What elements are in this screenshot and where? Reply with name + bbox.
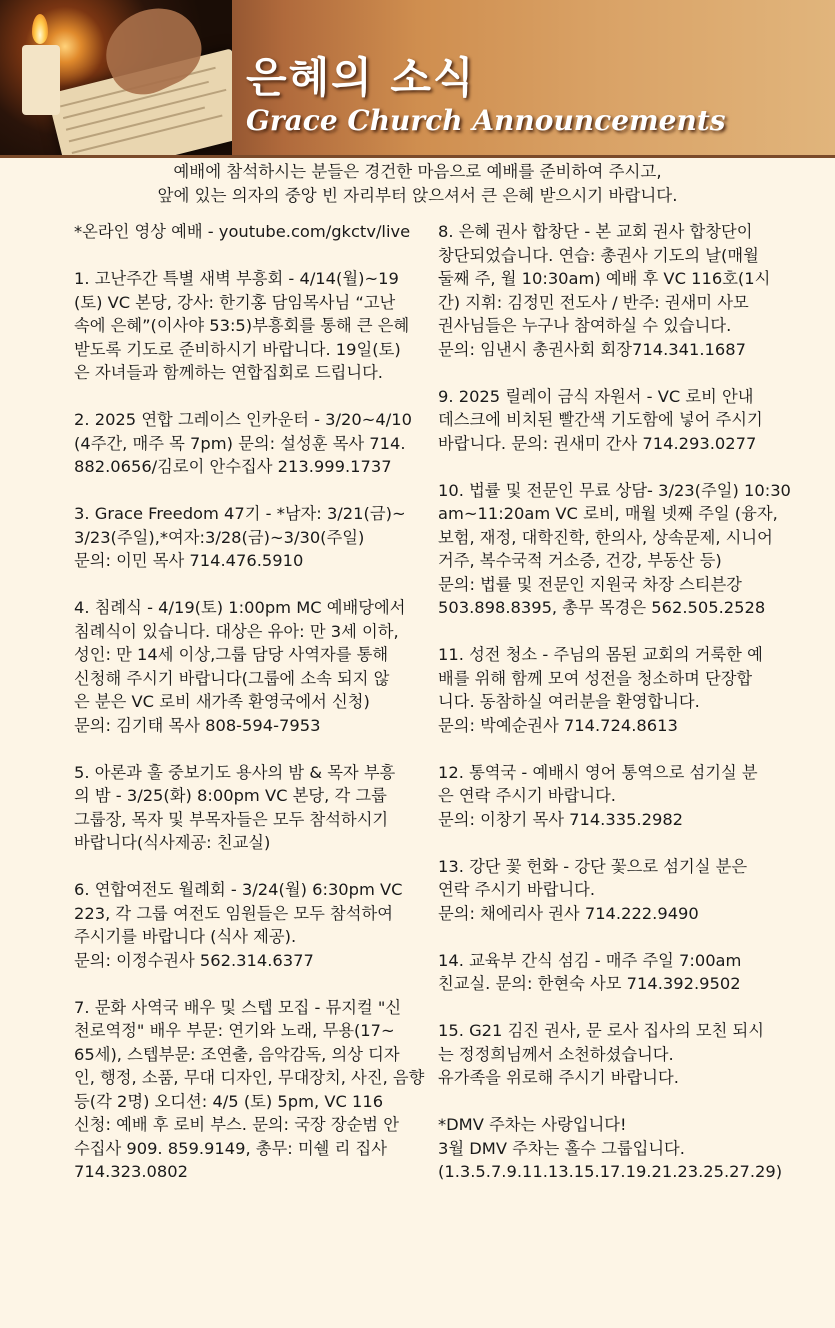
announcement-4: 4. 침례식 - 4/19(토) 1:00pm MC 예배당에서 침례식이 있습니다. 대상은 유아: 만 3세 이하, 성인: 만 14세 이상,그룹 담당 사역자를 통해 신청해 주시기 바랍니다(그룹에 소속 되지 않 은 분은 VC 로비 새가족 환영국에서 신청) 문의: 김기태 목사 808-594-7953: [74, 598, 406, 735]
announcement-9: 9. 2025 릴레이 금식 자원서 - VC 로비 안내 데스크에 비치된 빨간색 기도함에 넣어 주시기 바랍니다. 문의: 권새미 간사 714.293.0277: [438, 386, 763, 453]
left-column: [74, 220, 430, 1184]
announcement-8: 8. 은혜 권사 합창단 - 본 교회 권사 합창단이 창단되었습니다. 연습: 총권사 기도의 날(매월 둘째 주, 월 10:30am) 예배 후 VC 116호(1시 간) 지휘: 김정민 전도사 / 반주: 권새미 사모 권사님들은 누구나 참여하실 수 있습니다. 문의: 임낸시 총권사회 회장714.341.1687: [438, 222, 771, 359]
prayer-candle-photo: [0, 0, 232, 155]
announcement-1: 1. 고난주간 특별 새벽 부흥회 - 4/14(월)~19 (토) VC 본당, 강사: 한기홍 담임목사님 “고난 속에 은혜”(이사야 53:5)부흥회를 통해 큰 은혜 받도록 기도로 준비하시기 바랍니다. 19일(토) 은 자녀들과 함께하는 연합집회로 드립니다.: [74, 269, 410, 382]
announcement-3: 3. Grace Freedom 47기 - *남자: 3/21(금)~ 3/23(주일),*여자:3/28(금)~3/30(주일) 문의: 이민 목사 714.476.5910: [74, 504, 406, 570]
announcement-5: 5. 아론과 훌 중보기도 용사의 밤 & 목자 부흥 의 밤 - 3/25(화) 8:00pm VC 본당, 각 그룹 그룹장, 목자 및 부목자들은 모두 참석하시기 바랍니다(식사제공: 친교실): [74, 762, 396, 852]
announcement-6: 6. 연합여전도 월례회 - 3/24(월) 6:30pm VC 223, 각 그룹 여전도 임원들은 모두 참석하여 주시기를 바랍니다 (식사 제공). 문의: 이정수권사 562.314.6377: [74, 880, 403, 970]
intro-text: [0, 160, 835, 208]
dmv-parking-notice: *DMV 주차는 사랑입니다! 3월 DMV 주차는 홀수 그룹입니다. (1.3.5.7.9.11.13.15.17.19.21.23.25.27.29): [438, 1115, 783, 1181]
right-column: [438, 220, 794, 1184]
announcement-2: 2. 2025 연합 그레이스 인카운터 - 3/20~4/10 (4주간, 매주 목 7pm) 문의: 설성훈 목사 714. 882.0656/김로이 안수집사 213.999.1737: [74, 410, 412, 476]
announcement-12: 12. 통역국 - 예배시 영어 통역으로 섬기실 분 은 연락 주시기 바랍니다. 문의: 이창기 목사 714.335.2982: [438, 762, 758, 829]
announcement-7: 7. 문화 사역국 배우 및 스텝 모집 - 뮤지컬 "신 천로역정" 배우 부문: 연기와 노래, 무용(17~ 65세), 스텝부문: 조연출, 음악감독, 의상 디자 인, 행정, 소품, 무대 디자인, 무대장치, 사진, 음향 등(각 2명) 오디션: 4/5 (토) 5pm, VC 116 신청: 예배 후 로비 부스. 문의: 국장 장순범 안 수집사 909. 859.9149, 총무: 미쉘 리 집사 714.323.0802: [74, 997, 425, 1181]
candle-image: [22, 45, 60, 115]
announcement-14: 14. 교육부 간식 섬김 - 매주 주일 7:00am 친교실. 문의: 한현숙 사모 714.392.9502: [438, 950, 742, 993]
intro-line-2: 앞에 있는 의자의 중앙 빈 자리부터 앉으셔서 큰 은혜 받으시기 바랍니다.: [157, 186, 678, 205]
announcement-10: 10. 법률 및 전문인 무료 상담- 3/23(주일) 10:30 am~11:20am VC 로비, 매월 넷째 주일 (융자, 보험, 재정, 대학진학, 한의사, 상속문제, 시니어 거주, 복수국적 거소증, 건강, 부동산 등) 문의: 법률 및 전문인 지원국 차장 스티븐강 503.898.8395, 총무 목경은 562.505.2528: [438, 480, 791, 617]
header-banner: [0, 0, 835, 158]
intro-line-1: 예배에 참석하시는 분들은 경건한 마음으로 예배를 준비하여 주시고,: [173, 162, 662, 181]
announcement-13: 13. 강단 꽃 헌화 - 강단 꽃으로 섬기실 분은 연락 주시기 바랍니다. 문의: 채에리사 권사 714.222.9490: [438, 856, 748, 923]
flame-icon: [32, 14, 48, 44]
announcement-15: 15. G21 김진 권사, 문 로사 집사의 모친 되시 는 정정희님께서 소천하셨습니다. 유가족을 위로해 주시기 바랍니다.: [438, 1021, 764, 1087]
page-title: 은혜의 소식: [246, 53, 476, 102]
online-worship-notice: *온라인 영상 예배 - youtube.com/gkctv/live: [74, 222, 411, 241]
page-subtitle: Grace Church Announcements: [246, 104, 726, 137]
announcement-11: 11. 성전 청소 - 주님의 몸된 교회의 거룩한 예 배를 위해 함께 모여 성전을 청소하며 단장합 니다. 동참하실 여러분을 환영합니다. 문의: 박예순권사 714.724.8613: [438, 645, 763, 735]
